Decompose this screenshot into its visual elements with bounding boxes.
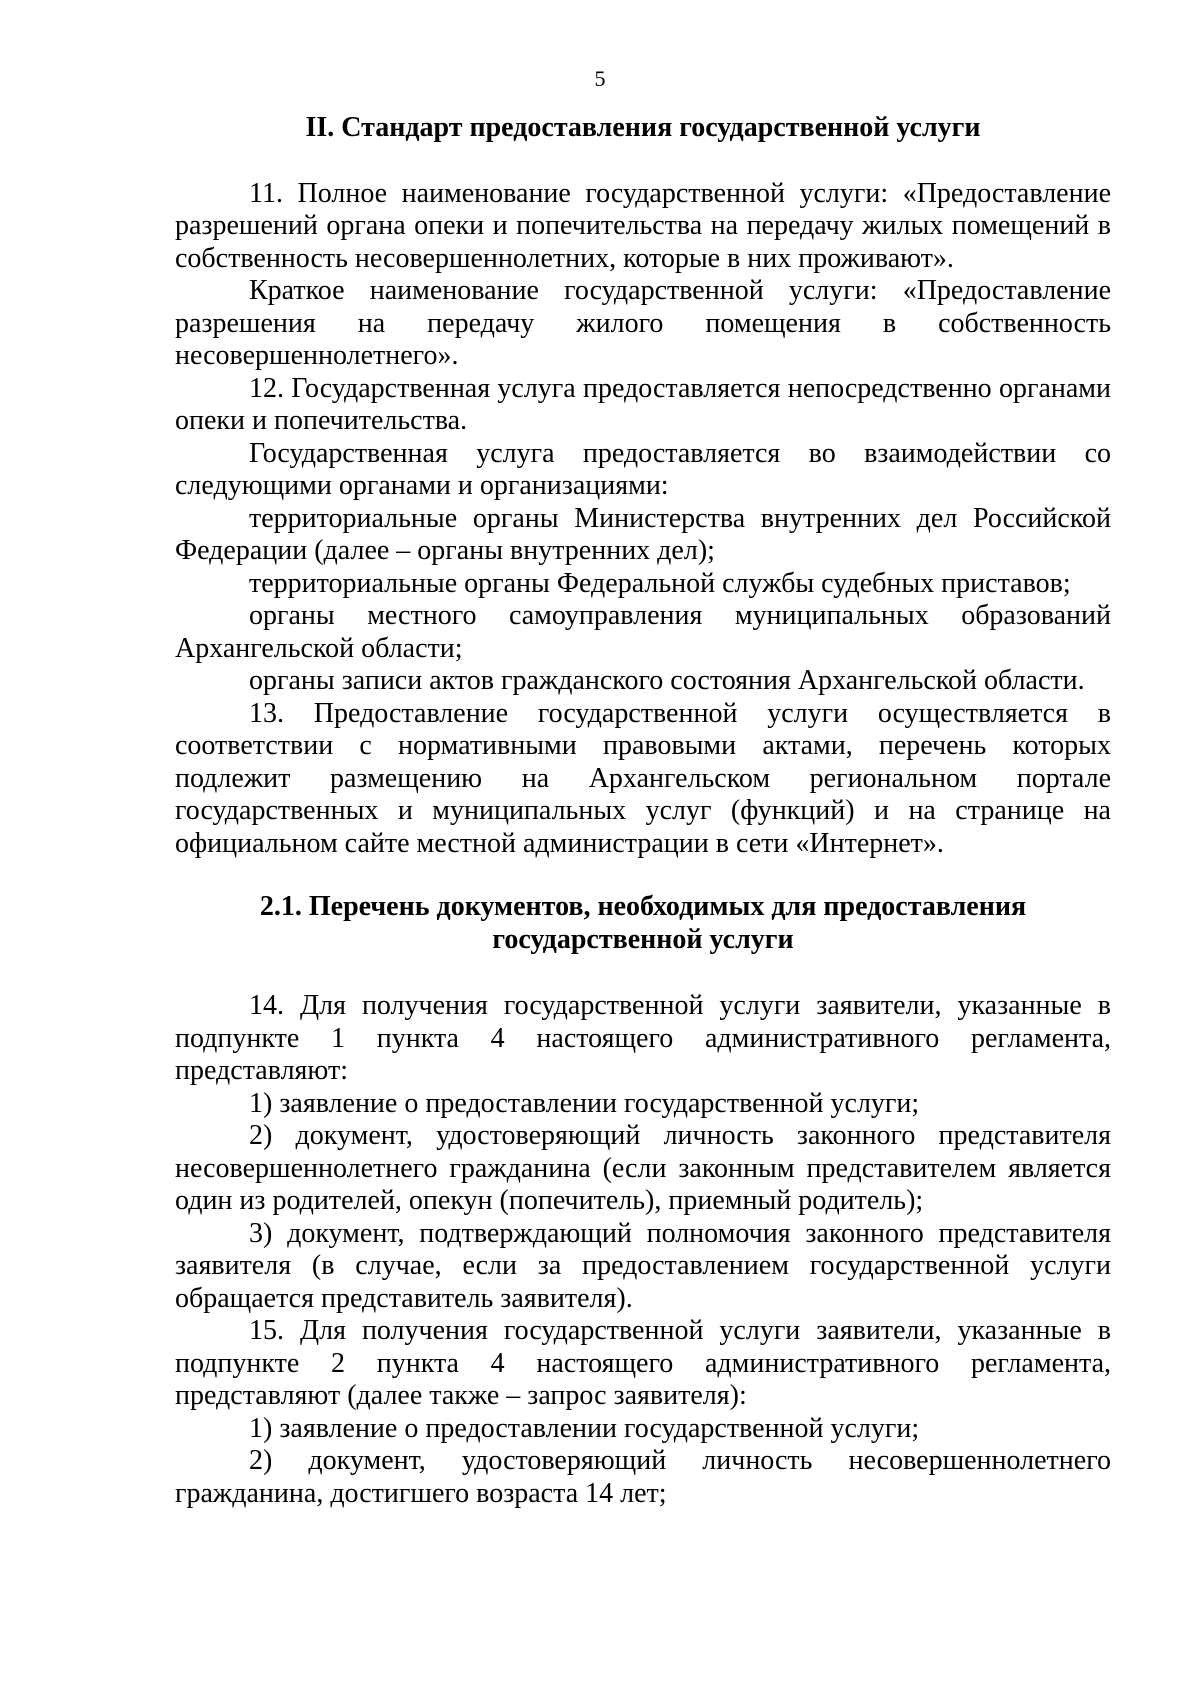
paragraph: Государственная услуга предоставляется во взаимодействии со следующими органами и организациями: (175, 437, 1111, 501)
paragraph: органы записи актов гражданского состояния Архангельской области. (249, 665, 1085, 696)
paragraph: 11. Полное наименование государственной услуги: «Предоставление разрешений органа опеки и попечительства на передачу жилых помещений в собственность несовершеннолетних, которые в них проживают». (175, 177, 1111, 274)
section-title: II. Стандарт предоставления государственной услуги (305, 112, 981, 143)
document-body (175, 112, 1111, 1510)
paragraph: территориальные органы Министерства внутренних дел Российской Федерации (далее – органы внутренних дел); (175, 502, 1111, 566)
subsection-title (175, 891, 1111, 956)
paragraph: территориальные органы Федеральной службы судебных приставов; (249, 567, 1071, 599)
subsection-title-line: государственной услуги (492, 923, 794, 955)
paragraph: Краткое наименование государственной услуги: «Предоставление разрешения на передачу жилого помещения в собственность несовершеннолетнего». (175, 275, 1111, 371)
paragraph: 3) документ, подтверждающий полномочия законного представителя заявителя (в случае, если за предоставлением государственной услуги обращается представитель заявителя). (175, 1217, 1111, 1314)
paragraph: 2) документ, удостоверяющий личность несовершеннолетнего гражданина, достигшего возраста 14 лет; (175, 1445, 1111, 1509)
paragraph: 12. Государственная услуга предоставляется непосредственно органами опеки и попечительства. (175, 372, 1111, 436)
paragraph: 13. Предоставление государственной услуги осуществляется в соответствии с нормативными правовыми актами, перечень которых подлежит размещению на Архангельском региональном портале государственных и муниципальных услуг (функций) и на странице на официальном сайте местной администрации в сети «Интернет». (175, 697, 1111, 859)
page-number: 5 (594, 66, 606, 91)
paragraph: 2) документ, удостоверяющий личность законного представителя несовершеннолетнего гражданина (если законным представителем является один из родителей, опекун (попечитель), приемный родитель); (175, 1120, 1111, 1216)
subsection-title-line: 2.1. Перечень документов, необходимых для предоставления (259, 891, 1027, 922)
paragraph: 1) заявление о предоставлении государственной услуги; (249, 1412, 920, 1444)
paragraph: 1) заявление о предоставлении государственной услуги; (249, 1087, 920, 1119)
paragraph: 14. Для получения государственной услуги заявители, указанные в подпункте 1 пункта 4 настоящего административного регламента, представляют: (175, 990, 1111, 1086)
paragraph: органы местного самоуправления муниципальных образований Архангельской области; (175, 600, 1111, 664)
paragraph: 15. Для получения государственной услуги заявители, указанные в подпункте 2 пункта 4 настоящего административного регламента, представляют (далее также – запрос заявителя): (175, 1315, 1111, 1411)
